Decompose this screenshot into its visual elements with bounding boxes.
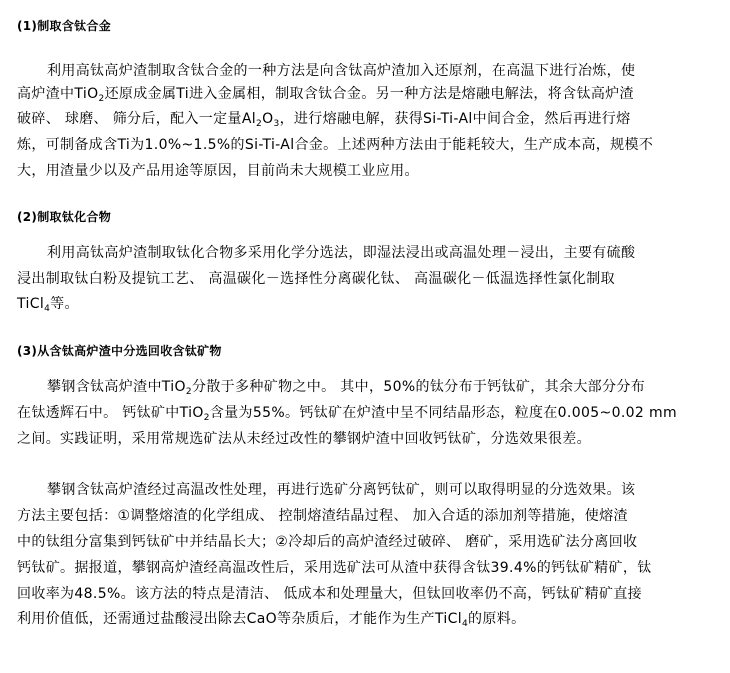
- paragraph-line: 浸出制取钛白粉及提钪工艺、 高温碳化－选择性分离碳化钛、 高温碳化－低温选择性氯化制取: [17, 271, 615, 287]
- paragraph-line: 高炉渣中TiO$_2$还原成金属Ti进入金属相，制取含钛合金。另一种方法是熔融电解法，将含钛高炉渣: [17, 86, 634, 104]
- section-heading-1: (1)制取含钛合金: [17, 19, 112, 33]
- paragraph-line: 攀钢含钛高炉渣经过高温改性处理，再进行选矿分离钙钛矿，则可以取得明显的分选效果。该: [47, 482, 636, 498]
- section-heading-2: (2)制取钛化合物: [17, 210, 112, 224]
- section-heading-3: (3)从含钛高炉渣中分选回收含钛矿物: [17, 344, 222, 358]
- paragraph-line: 利用价值低，还需通过盐酸浸出除去CaO等杂质后，才能作为生产TiCl$_4$的原料。: [17, 611, 526, 629]
- paragraph-line: TiCl$_4$等。: [17, 296, 79, 314]
- paragraph-line: 之间。实践证明，采用常规选矿法从未经过改性的攀钢炉渣中回收钙钛矿，分选效果很差。: [17, 431, 591, 447]
- paragraph-line: 炼，可制备成含Ti为1.0%~1.5%的Si-Ti-Al合金。上述两种方法由于能耗较大，生产成本高，规模不: [17, 137, 654, 153]
- paragraph-line: 中的钛组分富集到钙钛矿中并结晶长大；②冷却后的高炉渣经过破碎、 磨矿，采用选矿法分离回收: [17, 534, 638, 550]
- paragraph-line: 回收率为48.5%。该方法的特点是清洁、 低成本和处理量大，但钛回收率仍不高，钙钛矿精矿直接: [17, 586, 643, 602]
- paragraph-line: 在钛透辉石中。 钙钛矿中TiO$_2$含量为55%。钙钛矿在炉渣中呈不同结晶形态，粒度在0.005~0.02 mm: [17, 405, 677, 423]
- paragraph-line: 利用高钛高炉渣制取含钛合金的一种方法是向含钛高炉渣加入还原剂，在高温下进行冶炼，使: [47, 63, 636, 79]
- paragraph-line: 钙钛矿。据报道，攀钢高炉渣经高温改性后，采用选矿法可从渣中获得含钛39.4%的钙钛矿精矿，钛: [17, 560, 652, 576]
- paragraph-line: 破碎、 球磨、 筛分后，配入一定量$Al_2O_3$，进行熔融电解，获得Si-Ti-Al中间合金，然后再进行熔: [17, 111, 631, 129]
- paragraph-line: 大，用渣量少以及产品用途等原因，目前尚未大规模工业应用。: [17, 163, 419, 179]
- paragraph-line: 攀钢含钛高炉渣中TiO$_2$分散于多种矿物之中。 其中，50%的钛分布于钙钛矿，其余大部分分布: [47, 379, 646, 397]
- paragraph-line: 方法主要包括：①调整熔渣的化学组成、 控制熔渣结晶过程、 加入合适的添加剂等措施，使熔渣: [17, 508, 628, 524]
- paragraph-line: 利用高钛高炉渣制取钛化合物多采用化学分选法，即湿法浸出或高温处理－浸出，主要有硫酸: [47, 245, 636, 261]
